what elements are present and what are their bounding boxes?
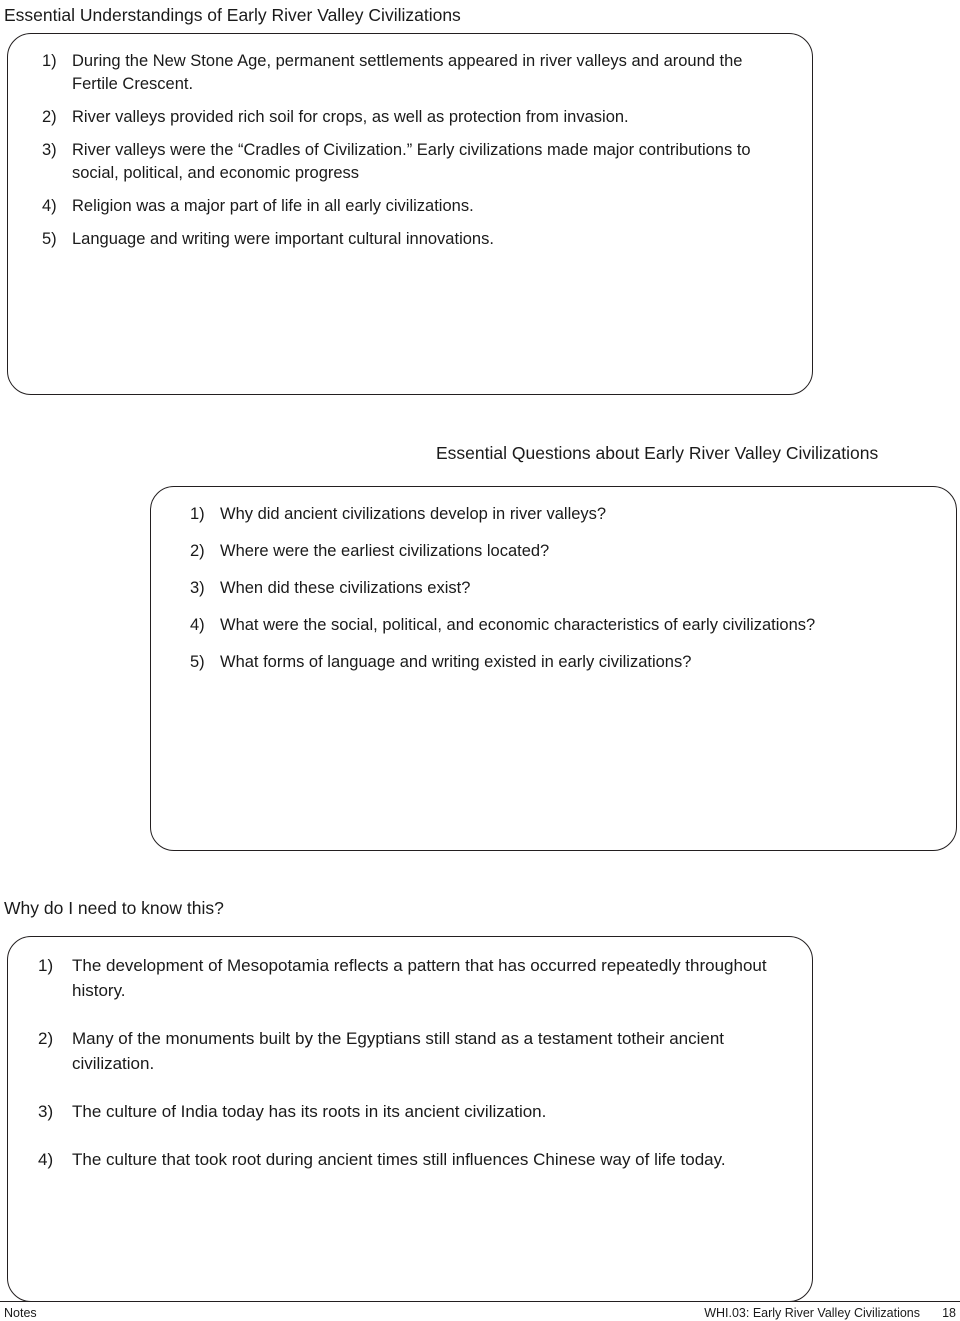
list-item-number: 3): [42, 141, 57, 159]
list-item-number: 1): [42, 52, 57, 70]
list-item: [42, 106, 772, 129]
list-item: [42, 228, 772, 251]
list-item: [42, 195, 772, 218]
list-item-text: The culture of India today has its roots in its ancient civilization.: [72, 1102, 547, 1121]
section-heading-why-do-i-need-to-know-this: Why do I need to know this?: [4, 898, 224, 918]
list-item: [190, 503, 935, 526]
list-item-number: 4): [42, 197, 57, 215]
list-item-number: 1): [190, 505, 205, 523]
list-item-number: 2): [42, 108, 57, 126]
list-item-number: 3): [190, 579, 205, 597]
list-item-text: Religion was a major part of life in all early civilizations.: [72, 197, 474, 215]
list-item: [190, 540, 935, 563]
footer-notes-label: Notes: [4, 1306, 37, 1320]
list-item-number: 4): [190, 616, 205, 634]
list-item-text: The development of Mesopotamia reflects a pattern that has occurred repeatedly throughout history.: [72, 956, 767, 1000]
section-heading-essential-questions: Essential Questions about Early River Valley Civilizations: [436, 443, 879, 463]
list-item-number: 1): [38, 956, 54, 975]
list-item: [190, 651, 935, 674]
list-item-text: Why did ancient civilizations develop in river valleys?: [220, 505, 607, 523]
list-item: [38, 1099, 778, 1124]
list-item-number: 5): [190, 653, 205, 671]
footer-page-number: 18: [942, 1306, 956, 1320]
list-item: [38, 1026, 778, 1076]
list-item: [190, 614, 935, 637]
list-item-number: 5): [42, 230, 57, 248]
list-item-number: 2): [38, 1029, 54, 1048]
list-item: [38, 1147, 778, 1172]
list-essential-understandings: [42, 50, 772, 261]
list-item-text: What were the social, political, and economic characteristics of early civilizations?: [220, 616, 816, 634]
list-item: [38, 953, 778, 1003]
list-item-text: What forms of language and writing existed in early civilizations?: [220, 653, 692, 671]
list-item: [190, 577, 935, 600]
list-item-text: The culture that took root during ancient times still influences Chinese way of life today.: [72, 1150, 726, 1169]
list-item-text: Many of the monuments built by the Egyptians still stand as a testament totheir ancient civilization.: [72, 1029, 725, 1073]
list-item: [42, 139, 772, 185]
list-item: [42, 50, 772, 96]
list-why-do-i-need-to-know-this: [38, 953, 778, 1195]
list-essential-questions: [190, 503, 935, 688]
list-item-text: Where were the earliest civilizations located?: [220, 542, 550, 560]
list-item-text: River valleys provided rich soil for crops, as well as protection from invasion.: [72, 108, 629, 126]
list-item-text: When did these civilizations exist?: [220, 579, 471, 597]
list-item-number: 2): [190, 542, 205, 560]
list-item-text: Language and writing were important cultural innovations.: [72, 230, 494, 248]
list-item-number: 3): [38, 1102, 54, 1121]
footer-document-title: WHI.03: Early River Valley Civilizations: [704, 1306, 920, 1320]
list-item-text: During the New Stone Age, permanent settlements appeared in river valleys and around the Fertile Crescent.: [72, 52, 743, 93]
list-item-text: River valleys were the “Cradles of Civilization.” Early civilizations made major contributions to social, political, and economic progress: [72, 141, 751, 182]
footer-divider: [0, 1301, 960, 1302]
list-item-number: 4): [38, 1150, 54, 1169]
section-heading-essential-understandings: Essential Understandings of Early River Valley Civilizations: [4, 5, 461, 25]
